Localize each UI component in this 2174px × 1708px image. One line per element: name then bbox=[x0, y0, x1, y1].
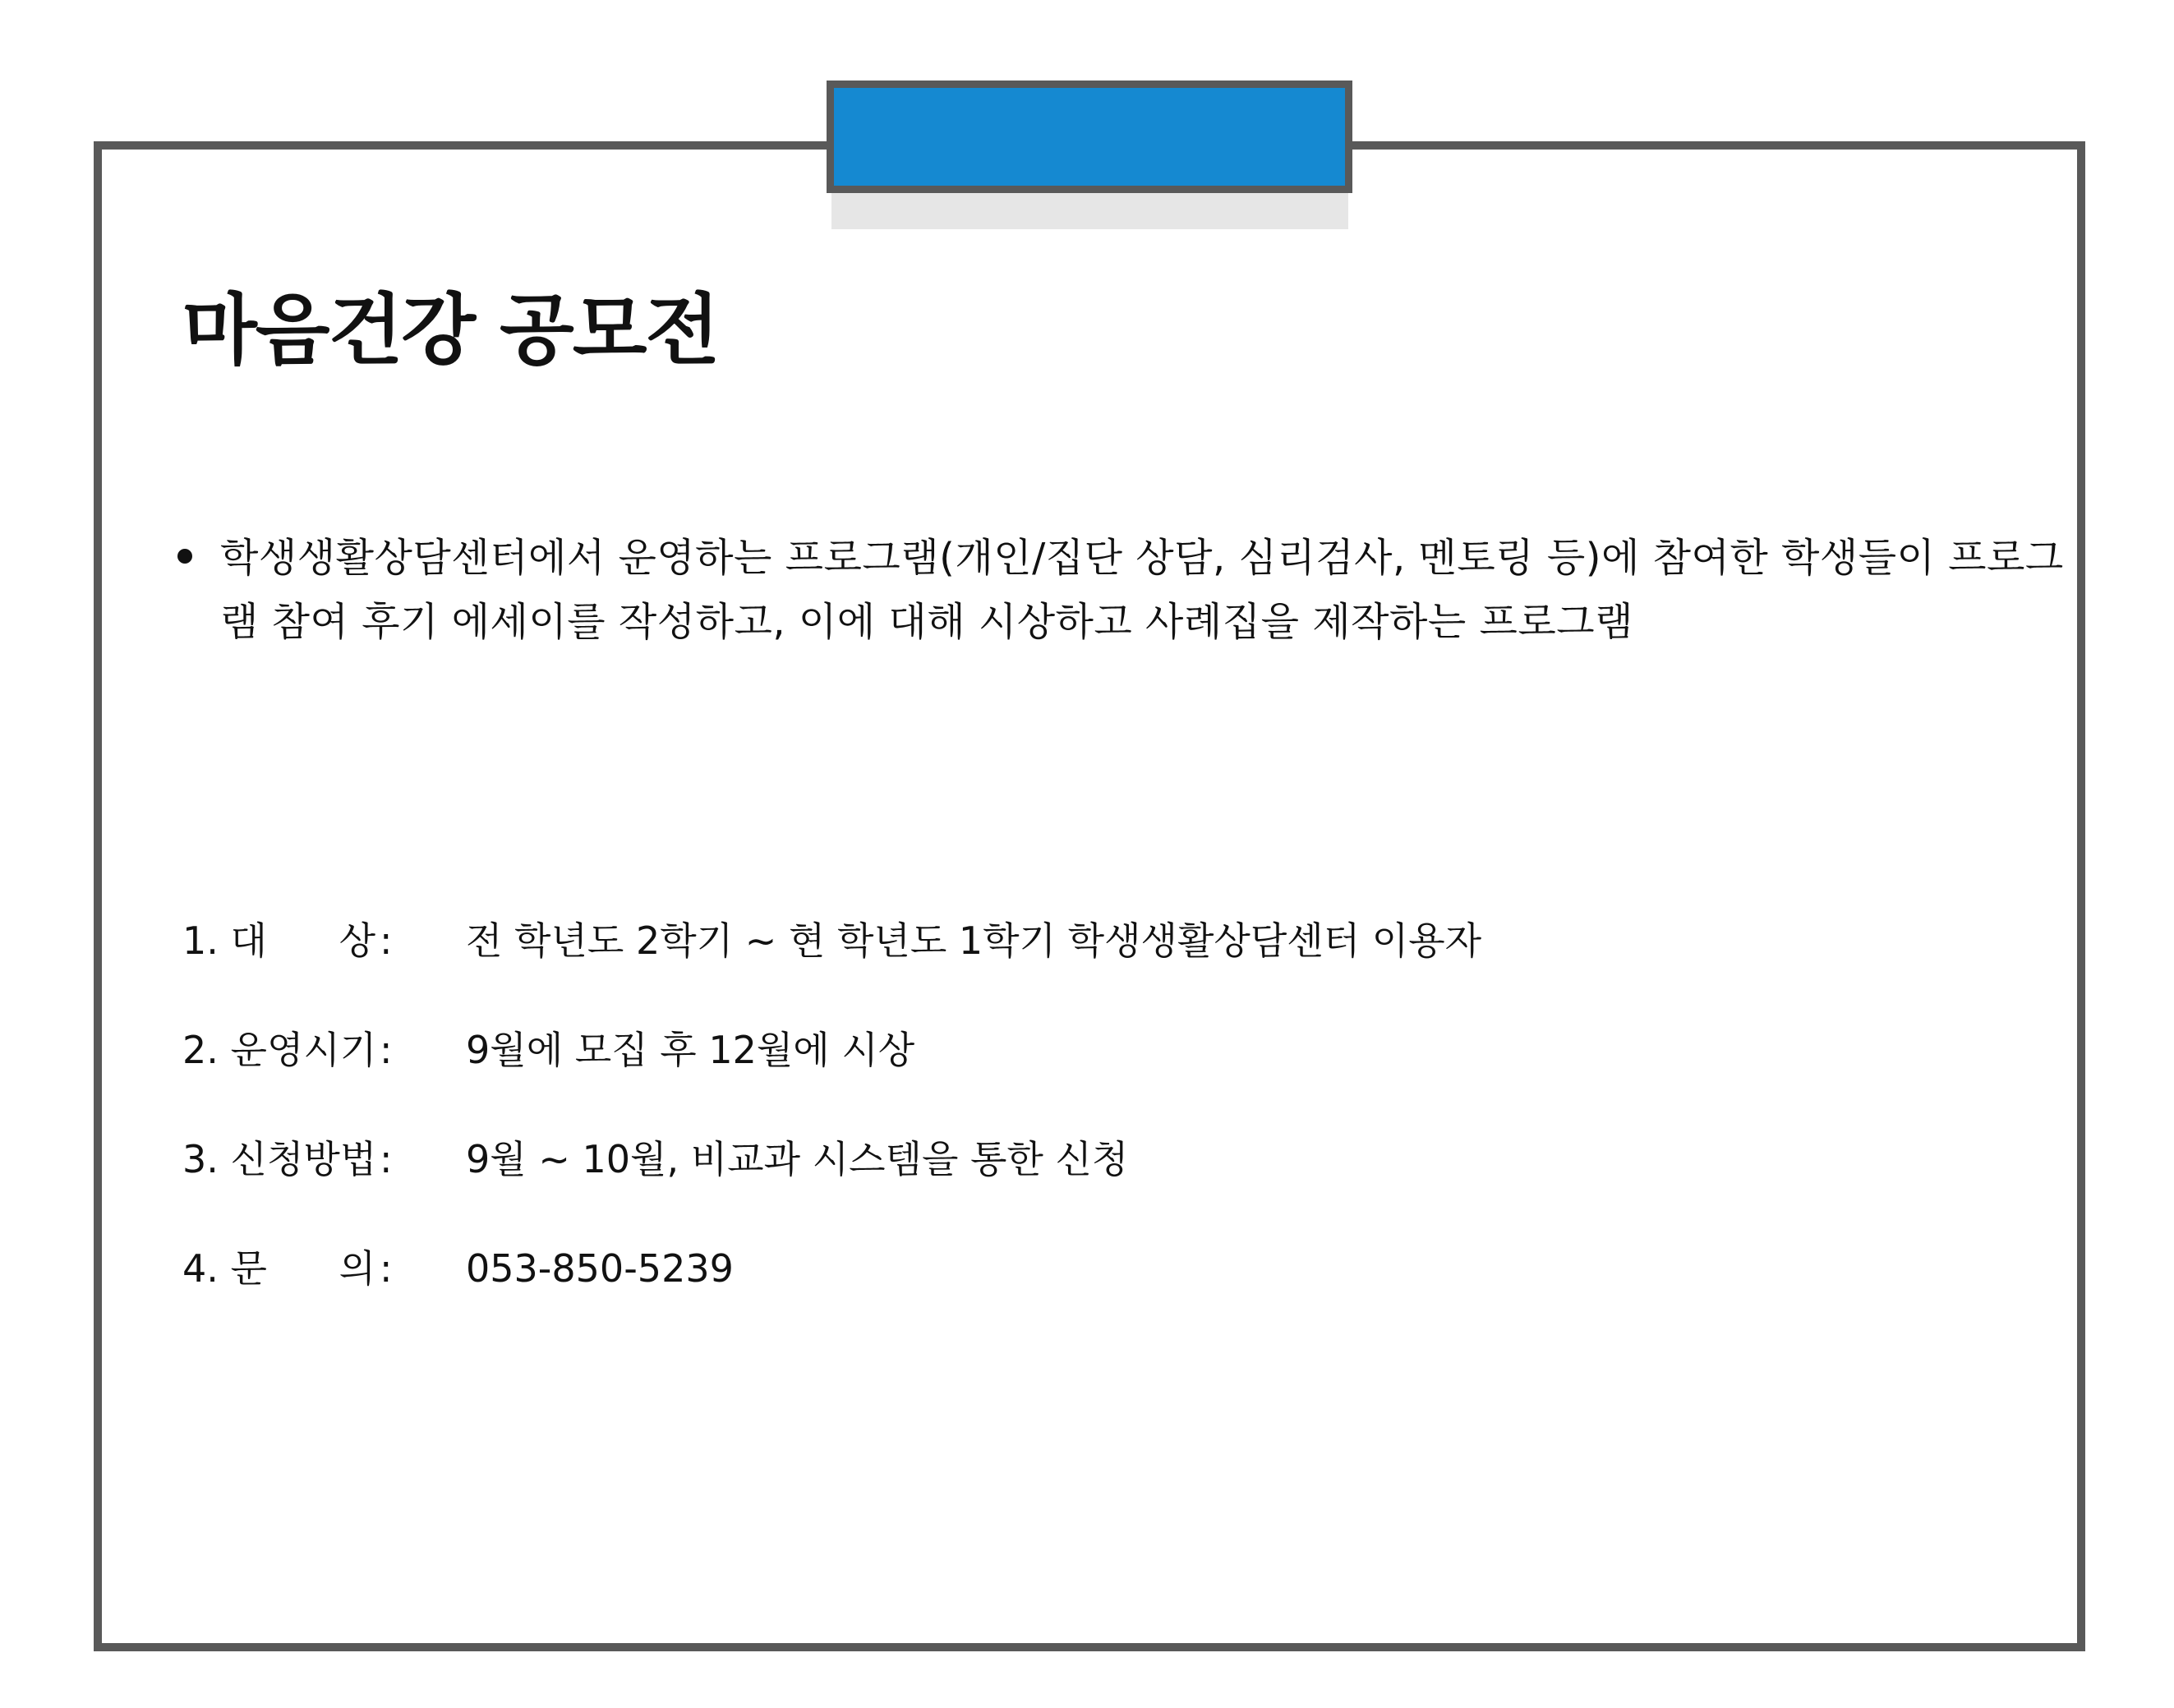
info-label: 3. 신청방법 bbox=[182, 1137, 377, 1181]
header-tab bbox=[827, 81, 1352, 193]
info-label: 2. 운영시기 bbox=[182, 1028, 377, 1072]
info-colon: : bbox=[380, 1028, 393, 1072]
bullet-icon bbox=[177, 549, 192, 564]
info-colon: : bbox=[380, 918, 393, 963]
info-colon: : bbox=[380, 1137, 393, 1181]
info-label: 4. 문 의 bbox=[182, 1246, 376, 1291]
info-colon: : bbox=[380, 1246, 393, 1291]
info-label: 1. 대 상 bbox=[182, 918, 376, 963]
info-value: 9월에 모집 후 12월에 시상 bbox=[466, 1028, 915, 1072]
page-title: 마음건강 공모전 bbox=[182, 286, 719, 375]
intro-bullet bbox=[176, 526, 2066, 654]
info-value: 053-850-5239 bbox=[466, 1246, 734, 1291]
info-value: 전 학년도 2학기 ~ 현 학년도 1학기 학생생활상담센터 이용자 bbox=[466, 918, 1482, 963]
info-value: 9월 ~ 10월, 비교과 시스템을 통한 신청 bbox=[466, 1137, 1129, 1181]
intro-text: 학생생활상담센터에서 운영하는 프로그램(개인/집단 상담, 심리검사, 멘토링 등)에 참여한 학생들이 프로그램 참여 후기 에세이를 작성하고, 이에 대해 시상하고 사례집을 제작하는 프로그램 bbox=[220, 535, 2064, 645]
